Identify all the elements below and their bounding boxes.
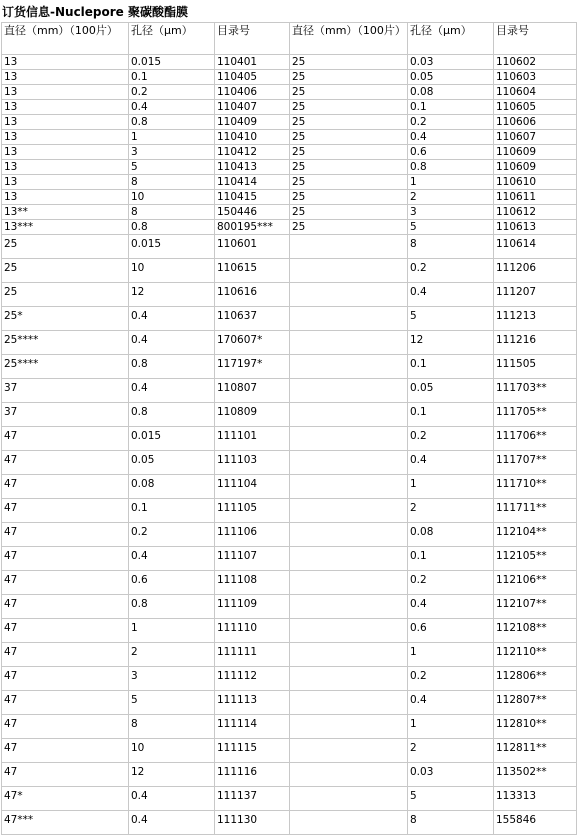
table-header-row: [2, 23, 577, 55]
cell-diameter: 47: [2, 715, 129, 739]
cell-diameter: 13: [2, 190, 129, 205]
cell-catalog-number: 111115: [215, 739, 290, 763]
cell-catalog-number-2: 112810**: [494, 715, 577, 739]
cell-diameter-2: 25: [290, 100, 408, 115]
cell-catalog-number: 110405: [215, 70, 290, 85]
table-row: [2, 475, 577, 499]
cell-diameter: 25: [2, 235, 129, 259]
cell-pore-size-2: 1: [408, 643, 494, 667]
table-row: [2, 571, 577, 595]
cell-pore-size: 0.8: [129, 115, 215, 130]
cell-diameter: 13***: [2, 220, 129, 235]
cell-catalog-number: 110415: [215, 190, 290, 205]
cell-pore-size: 0.1: [129, 499, 215, 523]
cell-pore-size: 0.4: [129, 100, 215, 115]
cell-pore-size-2: 3: [408, 205, 494, 220]
table-row: [2, 190, 577, 205]
cell-pore-size-2: 0.4: [408, 130, 494, 145]
cell-pore-size-2: 0.4: [408, 283, 494, 307]
cell-catalog-number-2: 112106**: [494, 571, 577, 595]
cell-diameter-2: 25: [290, 130, 408, 145]
cell-catalog-number: 111130: [215, 811, 290, 835]
cell-pore-size-2: 0.2: [408, 427, 494, 451]
cell-pore-size: 3: [129, 145, 215, 160]
table-row: [2, 355, 577, 379]
cell-diameter-2: [290, 643, 408, 667]
cell-catalog-number-2: 111707**: [494, 451, 577, 475]
cell-catalog-number-2: 110614: [494, 235, 577, 259]
cell-catalog-number-2: 112806**: [494, 667, 577, 691]
cell-catalog-number-2: 111207: [494, 283, 577, 307]
cell-catalog-number: 150446: [215, 205, 290, 220]
cell-diameter-2: [290, 787, 408, 811]
cell-diameter: 13: [2, 70, 129, 85]
cell-pore-size: 2: [129, 643, 215, 667]
cell-diameter-2: [290, 691, 408, 715]
cell-diameter: 47: [2, 475, 129, 499]
table-row: [2, 499, 577, 523]
cell-catalog-number: 111104: [215, 475, 290, 499]
cell-diameter-2: 25: [290, 220, 408, 235]
cell-diameter-2: [290, 547, 408, 571]
cell-diameter: 25: [2, 259, 129, 283]
cell-pore-size-2: 2: [408, 739, 494, 763]
cell-catalog-number: 111114: [215, 715, 290, 739]
cell-catalog-number: 111111: [215, 643, 290, 667]
cell-catalog-number: 111110: [215, 619, 290, 643]
cell-diameter-2: [290, 307, 408, 331]
cell-pore-size-2: 0.4: [408, 451, 494, 475]
cell-pore-size-2: 0.05: [408, 379, 494, 403]
cell-catalog-number-2: 111505: [494, 355, 577, 379]
cell-diameter: 47: [2, 739, 129, 763]
header-diameter: 直径（mm）（100片）: [2, 23, 129, 55]
cell-catalog-number: 111106: [215, 523, 290, 547]
cell-pore-size: 12: [129, 283, 215, 307]
cell-pore-size-2: 0.1: [408, 100, 494, 115]
cell-diameter: 47: [2, 619, 129, 643]
cell-pore-size: 0.05: [129, 451, 215, 475]
cell-diameter: 47: [2, 451, 129, 475]
cell-catalog-number: 110601: [215, 235, 290, 259]
cell-diameter-2: 25: [290, 175, 408, 190]
cell-catalog-number-2: 112105**: [494, 547, 577, 571]
order-info-table: [1, 22, 577, 835]
table-row: [2, 619, 577, 643]
cell-pore-size: 0.2: [129, 85, 215, 100]
cell-catalog-number-2: 111703**: [494, 379, 577, 403]
table-row: [2, 811, 577, 835]
cell-diameter-2: [290, 763, 408, 787]
table-row: [2, 307, 577, 331]
table-row: [2, 259, 577, 283]
cell-catalog-number-2: 110603: [494, 70, 577, 85]
table-row: [2, 787, 577, 811]
cell-catalog-number: 110407: [215, 100, 290, 115]
cell-pore-size: 3: [129, 667, 215, 691]
cell-catalog-number: 117197*: [215, 355, 290, 379]
cell-diameter-2: [290, 595, 408, 619]
table-row: [2, 145, 577, 160]
cell-catalog-number: 111113: [215, 691, 290, 715]
table-row: [2, 331, 577, 355]
cell-diameter: 13: [2, 160, 129, 175]
cell-catalog-number-2: 110607: [494, 130, 577, 145]
cell-pore-size-2: 8: [408, 235, 494, 259]
cell-diameter-2: 25: [290, 115, 408, 130]
cell-catalog-number: 110401: [215, 55, 290, 70]
cell-catalog-number-2: 110604: [494, 85, 577, 100]
cell-catalog-number: 111105: [215, 499, 290, 523]
cell-diameter-2: [290, 739, 408, 763]
cell-diameter-2: [290, 571, 408, 595]
cell-pore-size-2: 0.03: [408, 55, 494, 70]
cell-catalog-number: 110615: [215, 259, 290, 283]
cell-pore-size-2: 0.08: [408, 85, 494, 100]
header-catalog-number: 目录号: [215, 23, 290, 55]
cell-diameter-2: [290, 715, 408, 739]
cell-pore-size-2: 1: [408, 475, 494, 499]
cell-diameter: 13: [2, 115, 129, 130]
header-pore-size: 孔径（μm）: [129, 23, 215, 55]
cell-catalog-number-2: 110606: [494, 115, 577, 130]
cell-diameter: 25: [2, 283, 129, 307]
cell-diameter-2: 25: [290, 55, 408, 70]
cell-pore-size-2: 5: [408, 307, 494, 331]
cell-pore-size: 0.08: [129, 475, 215, 499]
cell-pore-size-2: 0.2: [408, 571, 494, 595]
cell-diameter: 13: [2, 145, 129, 160]
table-row: [2, 85, 577, 100]
cell-diameter-2: [290, 451, 408, 475]
cell-catalog-number: 110637: [215, 307, 290, 331]
cell-diameter-2: 25: [290, 145, 408, 160]
table-row: [2, 70, 577, 85]
cell-diameter: 13: [2, 85, 129, 100]
cell-diameter-2: [290, 499, 408, 523]
cell-diameter-2: [290, 427, 408, 451]
cell-diameter-2: [290, 811, 408, 835]
cell-diameter: 47: [2, 523, 129, 547]
table-row: [2, 55, 577, 70]
cell-diameter: 47: [2, 427, 129, 451]
cell-diameter: 13**: [2, 205, 129, 220]
cell-pore-size-2: 0.2: [408, 667, 494, 691]
cell-catalog-number-2: 110609: [494, 160, 577, 175]
cell-diameter-2: [290, 379, 408, 403]
cell-catalog-number-2: 111213: [494, 307, 577, 331]
cell-pore-size: 0.8: [129, 595, 215, 619]
cell-diameter-2: 25: [290, 85, 408, 100]
cell-catalog-number-2: 110602: [494, 55, 577, 70]
table-row: [2, 667, 577, 691]
cell-diameter-2: [290, 259, 408, 283]
cell-catalog-number: 110412: [215, 145, 290, 160]
cell-pore-size: 0.2: [129, 523, 215, 547]
table-row: [2, 100, 577, 115]
cell-catalog-number: 110414: [215, 175, 290, 190]
cell-pore-size-2: 0.08: [408, 523, 494, 547]
cell-catalog-number-2: 113502**: [494, 763, 577, 787]
cell-catalog-number-2: 113313: [494, 787, 577, 811]
cell-catalog-number-2: 110605: [494, 100, 577, 115]
cell-pore-size-2: 0.03: [408, 763, 494, 787]
cell-diameter: 47: [2, 547, 129, 571]
table-row: [2, 763, 577, 787]
table-row: [2, 715, 577, 739]
cell-pore-size: 12: [129, 763, 215, 787]
cell-pore-size: 10: [129, 259, 215, 283]
table-row: [2, 235, 577, 259]
cell-pore-size: 0.4: [129, 331, 215, 355]
cell-pore-size-2: 0.1: [408, 547, 494, 571]
cell-catalog-number: 110406: [215, 85, 290, 100]
table-row: [2, 643, 577, 667]
cell-catalog-number: 110616: [215, 283, 290, 307]
cell-pore-size-2: 1: [408, 175, 494, 190]
page-title: 订货信息-Nuclepore 聚碳酸酯膜: [2, 5, 189, 19]
cell-pore-size: 1: [129, 130, 215, 145]
cell-pore-size-2: 5: [408, 787, 494, 811]
table-row: [2, 451, 577, 475]
cell-catalog-number-2: 111710**: [494, 475, 577, 499]
table-row: [2, 427, 577, 451]
cell-pore-size: 5: [129, 160, 215, 175]
cell-diameter-2: [290, 523, 408, 547]
cell-pore-size-2: 8: [408, 811, 494, 835]
cell-pore-size: 0.015: [129, 427, 215, 451]
cell-catalog-number: 110409: [215, 115, 290, 130]
cell-catalog-number: 170607*: [215, 331, 290, 355]
cell-diameter-2: [290, 403, 408, 427]
cell-pore-size: 0.4: [129, 547, 215, 571]
cell-catalog-number-2: 155846: [494, 811, 577, 835]
cell-catalog-number-2: 110611: [494, 190, 577, 205]
cell-catalog-number: 111103: [215, 451, 290, 475]
cell-catalog-number-2: 110610: [494, 175, 577, 190]
cell-catalog-number-2: 112104**: [494, 523, 577, 547]
cell-diameter-2: 25: [290, 70, 408, 85]
cell-catalog-number: 111137: [215, 787, 290, 811]
cell-catalog-number-2: 111216: [494, 331, 577, 355]
header-pore-size-2: 孔径（μm）: [408, 23, 494, 55]
cell-catalog-number-2: 112110**: [494, 643, 577, 667]
cell-pore-size: 0.4: [129, 811, 215, 835]
header-catalog-number-2: 目录号: [494, 23, 577, 55]
table-row: [2, 175, 577, 190]
cell-pore-size: 10: [129, 739, 215, 763]
cell-diameter-2: [290, 235, 408, 259]
table-row: [2, 739, 577, 763]
cell-catalog-number-2: 111705**: [494, 403, 577, 427]
cell-diameter-2: [290, 283, 408, 307]
cell-pore-size: 0.8: [129, 220, 215, 235]
cell-pore-size-2: 0.1: [408, 403, 494, 427]
cell-pore-size-2: 0.6: [408, 619, 494, 643]
table-row: [2, 130, 577, 145]
cell-pore-size-2: 0.1: [408, 355, 494, 379]
table-row: [2, 403, 577, 427]
table-row: [2, 283, 577, 307]
cell-catalog-number-2: 110612: [494, 205, 577, 220]
cell-diameter: 25*: [2, 307, 129, 331]
cell-diameter-2: 25: [290, 190, 408, 205]
cell-diameter-2: 25: [290, 205, 408, 220]
cell-pore-size: 0.015: [129, 235, 215, 259]
cell-pore-size-2: 1: [408, 715, 494, 739]
cell-pore-size: 8: [129, 175, 215, 190]
table-row: [2, 523, 577, 547]
cell-catalog-number: 111108: [215, 571, 290, 595]
cell-catalog-number-2: 111706**: [494, 427, 577, 451]
cell-pore-size: 0.4: [129, 379, 215, 403]
cell-catalog-number-2: 112811**: [494, 739, 577, 763]
cell-pore-size: 0.4: [129, 787, 215, 811]
cell-diameter-2: [290, 667, 408, 691]
cell-diameter-2: [290, 619, 408, 643]
cell-pore-size: 8: [129, 715, 215, 739]
cell-catalog-number: 110410: [215, 130, 290, 145]
cell-pore-size: 10: [129, 190, 215, 205]
header-diameter-2: 直径（mm）（100片）: [290, 23, 408, 55]
cell-catalog-number: 111101: [215, 427, 290, 451]
cell-diameter-2: [290, 331, 408, 355]
table-row: [2, 595, 577, 619]
cell-pore-size-2: 0.4: [408, 691, 494, 715]
cell-catalog-number-2: 110609: [494, 145, 577, 160]
cell-catalog-number: 110413: [215, 160, 290, 175]
cell-catalog-number: 111109: [215, 595, 290, 619]
cell-pore-size: 0.8: [129, 403, 215, 427]
cell-pore-size-2: 0.2: [408, 115, 494, 130]
cell-diameter-2: 25: [290, 160, 408, 175]
table-row: [2, 220, 577, 235]
cell-pore-size-2: 2: [408, 190, 494, 205]
table-row: [2, 115, 577, 130]
cell-catalog-number-2: 112108**: [494, 619, 577, 643]
cell-diameter: 13: [2, 100, 129, 115]
table-body: [2, 55, 577, 835]
cell-pore-size: 1: [129, 619, 215, 643]
table-row: [2, 547, 577, 571]
cell-diameter-2: [290, 475, 408, 499]
cell-pore-size-2: 0.6: [408, 145, 494, 160]
cell-pore-size-2: 5: [408, 220, 494, 235]
cell-diameter: 47: [2, 763, 129, 787]
cell-pore-size: 8: [129, 205, 215, 220]
cell-diameter: 13: [2, 55, 129, 70]
cell-diameter: 13: [2, 175, 129, 190]
cell-diameter: 37: [2, 379, 129, 403]
table-row: [2, 379, 577, 403]
table-row: [2, 205, 577, 220]
cell-pore-size: 0.6: [129, 571, 215, 595]
cell-catalog-number: 111116: [215, 763, 290, 787]
cell-catalog-number-2: 112107**: [494, 595, 577, 619]
cell-diameter: 47*: [2, 787, 129, 811]
cell-diameter: 47: [2, 499, 129, 523]
cell-pore-size-2: 0.2: [408, 259, 494, 283]
cell-pore-size-2: 0.05: [408, 70, 494, 85]
cell-catalog-number-2: 111711**: [494, 499, 577, 523]
cell-catalog-number: 111107: [215, 547, 290, 571]
cell-pore-size: 5: [129, 691, 215, 715]
cell-pore-size-2: 2: [408, 499, 494, 523]
cell-diameter: 25****: [2, 331, 129, 355]
cell-diameter: 47: [2, 571, 129, 595]
cell-diameter: 47: [2, 691, 129, 715]
cell-pore-size-2: 12: [408, 331, 494, 355]
cell-diameter: 37: [2, 403, 129, 427]
cell-pore-size-2: 0.4: [408, 595, 494, 619]
table-row: [2, 160, 577, 175]
cell-pore-size: 0.015: [129, 55, 215, 70]
cell-catalog-number-2: 110613: [494, 220, 577, 235]
cell-catalog-number-2: 111206: [494, 259, 577, 283]
cell-catalog-number: 110807: [215, 379, 290, 403]
cell-diameter: 47: [2, 595, 129, 619]
cell-diameter: 47***: [2, 811, 129, 835]
cell-catalog-number-2: 112807**: [494, 691, 577, 715]
cell-pore-size: 0.8: [129, 355, 215, 379]
cell-diameter: 13: [2, 130, 129, 145]
cell-catalog-number: 111112: [215, 667, 290, 691]
cell-catalog-number: 800195***: [215, 220, 290, 235]
cell-diameter: 25****: [2, 355, 129, 379]
cell-pore-size: 0.1: [129, 70, 215, 85]
cell-diameter: 47: [2, 643, 129, 667]
cell-pore-size-2: 0.8: [408, 160, 494, 175]
cell-catalog-number: 110809: [215, 403, 290, 427]
table-row: [2, 691, 577, 715]
cell-diameter-2: [290, 355, 408, 379]
cell-pore-size: 0.4: [129, 307, 215, 331]
cell-diameter: 47: [2, 667, 129, 691]
